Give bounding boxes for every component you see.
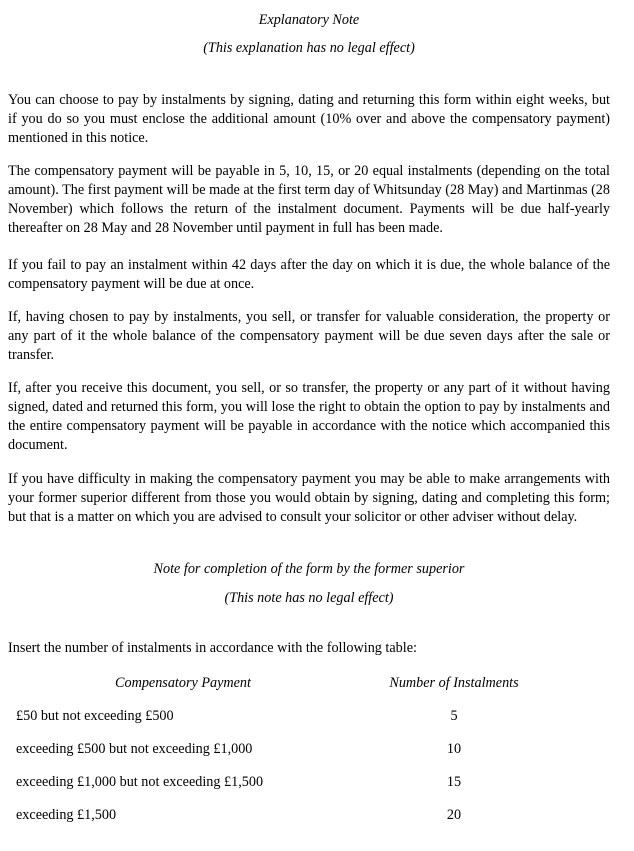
- table-row: [8, 771, 610, 804]
- payment-range-cell: exceeding £1,500: [16, 807, 117, 823]
- payment-range-cell: exceeding £500 but not exceeding £1,000: [16, 741, 253, 757]
- instalments-count-cell: 15: [446, 774, 462, 790]
- paragraph-difficulty-paying: If you have difficulty in making the compensatory payment you may be able to make arrangements with your former superior different from those you would obtain by signing, dating and completing this form; but that is a matter on which you are advised to consult your solicitor or other adviser without delay.: [8, 471, 610, 525]
- instalments-count-cell: 20: [446, 807, 462, 823]
- table-header-row: [8, 672, 610, 705]
- payment-range-cell: exceeding £1,000 but not exceeding £1,500: [16, 774, 264, 790]
- instalments-table: [8, 672, 610, 837]
- completion-note-title: Note for completion of the form by the former superior: [153, 561, 465, 577]
- table-row: [8, 804, 610, 837]
- instalments-count-cell: 5: [450, 708, 458, 724]
- explanatory-note-subtitle: (This explanation has no legal effect): [203, 40, 415, 56]
- payment-range-cell: £50 but not exceeding £500: [16, 708, 174, 724]
- instalments-count-cell: 10: [446, 741, 462, 757]
- explanatory-note-title: Explanatory Note: [258, 12, 360, 28]
- paragraph-sale-before-return: If, after you receive this document, you sell, or so transfer, the property or any part of it without having signed, dated and returned this form, you will lose the right to obtain the option to pay by instalments and the entire compensatory payment will be payable in accordance with the notice which accompanied this document.: [8, 380, 610, 453]
- header-number-of-instalments: Number of Instalments: [389, 675, 519, 691]
- table-instruction: Insert the number of instalments in accordance with the following table:: [8, 640, 417, 656]
- paragraph-sale-after-choice: If, having chosen to pay by instalments, you sell, or transfer for valuable consideration, the property or any part of it the whole balance of the compensatory payment will be due seven days after the sale or transfer.: [8, 309, 610, 363]
- paragraph-payment-schedule: The compensatory payment will be payable in 5, 10, 15, or 20 equal instalments (depending on the total amount). The first payment will be made at the first term day of Whitsunday (28 May) and Martinmas (28 November) which follows the return of the instalment document. Payments will be due half-yearly thereafter on 28 May and 28 November until payment in full has been made.: [8, 163, 610, 236]
- paragraph-instalment-option: You can choose to pay by instalments by signing, dating and returning this form within eight weeks, but if you do so you must enclose the additional amount (10% over and above the compensatory payment) mentioned in this notice.: [8, 92, 610, 146]
- header-compensatory-payment: Compensatory Payment: [115, 675, 251, 691]
- table-row: [8, 705, 610, 738]
- table-row: [8, 738, 610, 771]
- paragraph-failure-to-pay: If you fail to pay an instalment within 42 days after the day on which it is due, the whole balance of the compensatory payment will be due at once.: [8, 257, 610, 292]
- completion-note-subtitle: (This note has no legal effect): [224, 590, 394, 606]
